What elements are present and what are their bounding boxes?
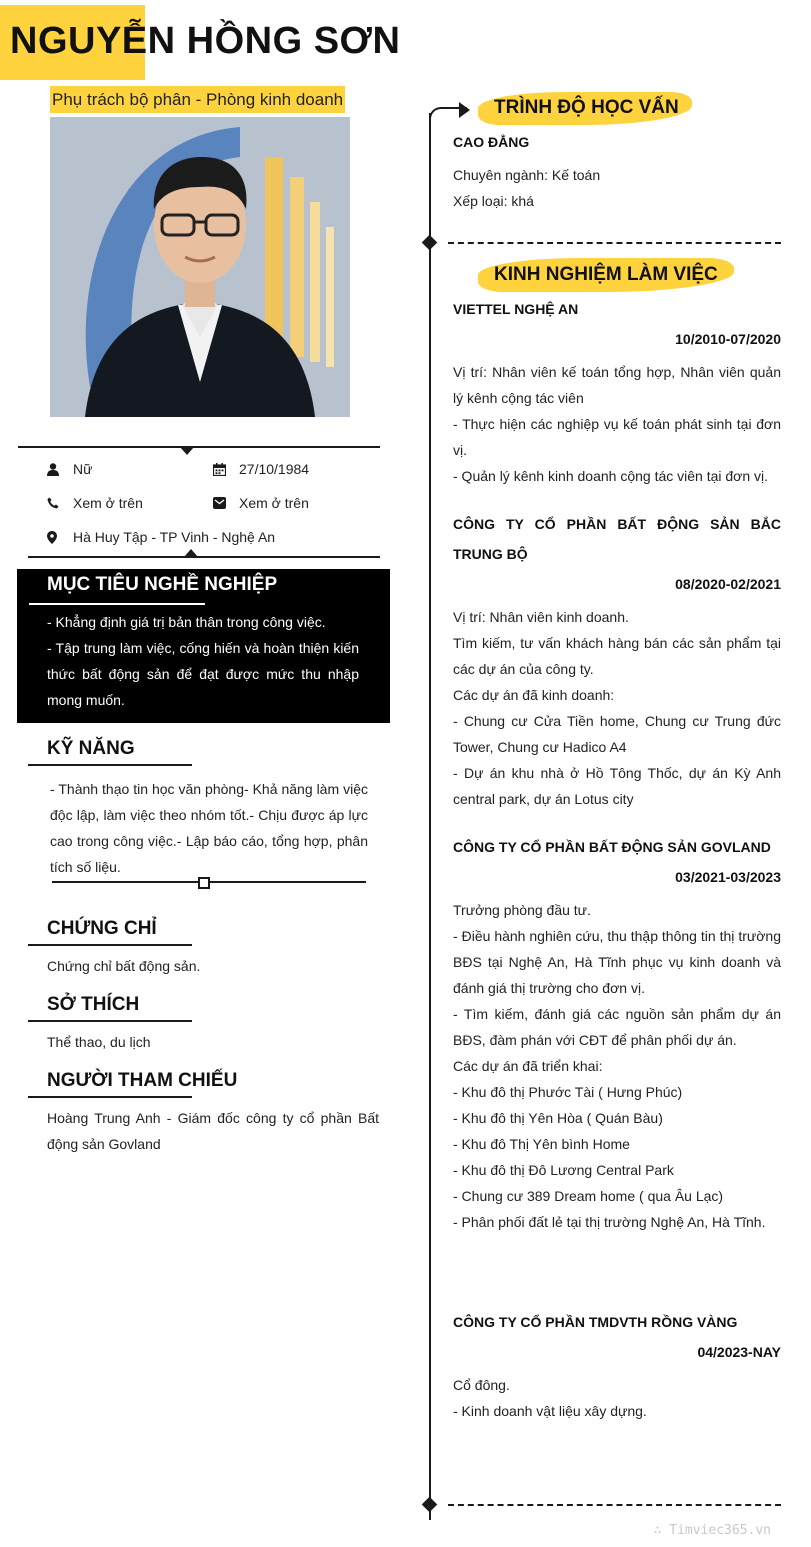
profile-photo — [50, 117, 350, 417]
phone-value: Xem ở trên — [73, 495, 143, 511]
objective-line: - Tập trung làm việc, cống hiến và hoàn thiện kiến thức bất động sản để đạt được mức thu nhập mong muốn. — [47, 640, 359, 708]
job-company: CÔNG TY CỔ PHẦN BẤT ĐỘNG SẢN BẮC TRUNG BỘ — [453, 516, 781, 562]
phone-icon — [47, 497, 73, 509]
job-line: Vị trí: Nhân viên kế toán tổng hợp, Nhân viên quản lý kênh cộng tác viên — [453, 364, 781, 406]
job-line: Trưởng phòng đầu tư. — [453, 902, 591, 918]
gender-value: Nữ — [73, 461, 93, 477]
job-line: Vị trí: Nhân viên kinh doanh. — [453, 609, 629, 625]
info-bottom-divider — [28, 556, 380, 558]
divider-arrow-down — [180, 447, 194, 455]
job-line: Tìm kiếm, tư vấn khách hàng bán các sản phẩm tại các dự án của công ty. — [453, 635, 781, 677]
education-school: CAO ĐẲNG — [453, 134, 530, 150]
job-line: Các dự án đã triển khai: — [453, 1058, 603, 1074]
education-title: TRÌNH ĐỘ HỌC VẤN — [494, 97, 679, 118]
skills-text: - Thành thạo tin học văn phòng- Khả năng làm việc độc lập, làm việc theo nhóm tốt.- Chịu được áp lực cao trong công việc.- Lập báo cáo, tổng hợp, phân tích số liệu. — [50, 781, 368, 875]
education-details — [453, 162, 781, 214]
info-top-divider — [18, 446, 380, 448]
job-line: - Chung cư 389 Dream home ( qua Âu Lạc) — [453, 1188, 724, 1204]
skills-title: KỸ NĂNG — [47, 738, 135, 759]
job-company: CÔNG TY CỔ PHẦN BẤT ĐỘNG SẢN GOVLAND — [453, 839, 771, 855]
portrait-illustration — [50, 117, 350, 417]
timeline-arrow-icon — [459, 102, 470, 118]
address-value: Hà Huy Tập - TP Vinh - Nghệ An — [73, 529, 276, 545]
job-period: 03/2021-03/2023 — [675, 869, 781, 885]
hobbies-text: Thể thao, du lịch — [47, 1034, 151, 1050]
job-line: - Quản lý kênh kinh doanh cộng tác viên tại đơn vị. — [453, 468, 769, 484]
skills-underline — [28, 764, 192, 766]
job-line: - Điều hành nghiên cứu, thu thập thông tin thị trường BĐS tại Nghệ An, Hà Tĩnh phục vụ kinh doanh và đánh giá thị trường cho đơn vị. — [453, 928, 781, 996]
birthday-value: 27/10/1984 — [239, 461, 310, 477]
objective-section — [17, 569, 390, 723]
job-title: Phụ trách bộ phân - Phòng kinh doanh — [50, 86, 345, 113]
job-description — [453, 604, 781, 812]
objective-text — [47, 609, 359, 713]
job-company: VIETTEL NGHỆ AN — [453, 301, 579, 317]
job-description — [453, 897, 781, 1235]
timeline-dashed-divider — [448, 1504, 781, 1506]
certificates-title: CHỨNG CHỈ — [47, 918, 157, 939]
education-grade: Xếp loại: khá — [453, 193, 534, 209]
job-description — [453, 1372, 781, 1424]
timeline-diamond — [422, 235, 438, 251]
references-text: Hoàng Trung Anh - Giám đốc công ty cổ phần Bất động sản Govland — [47, 1110, 379, 1152]
hobbies-underline — [28, 1020, 192, 1022]
objective-underline — [29, 603, 205, 605]
watermark: ∴ Timviec365.vn — [653, 1523, 771, 1538]
job-company: CÔNG TY CỔ PHẦN TMDVTH RỒNG VÀNG — [453, 1314, 738, 1330]
info-address — [47, 529, 275, 545]
job-line: - Chung cư Cửa Tiền home, Chung cư Trung đức Tower, Chung cư Hadico A4 — [453, 713, 781, 755]
job-line: - Thực hiện các nghiệp vụ kế toán phát sinh tại đơn vị. — [453, 416, 781, 458]
calendar-icon — [213, 463, 239, 476]
map-marker-icon — [47, 531, 73, 544]
job-period: 10/2010-07/2020 — [675, 331, 781, 347]
email-value: Xem ở trên — [239, 495, 309, 511]
info-gender — [47, 461, 92, 477]
references-underline — [28, 1096, 192, 1098]
envelope-icon — [213, 497, 239, 509]
education-major: Chuyên ngành: Kế toán — [453, 167, 601, 183]
job-line: - Tìm kiếm, đánh giá các nguồn sản phẩm dự án BĐS, đàm phán với CĐT để phân phối dự án. — [453, 1006, 781, 1048]
hobbies-title: SỞ THÍCH — [47, 994, 140, 1015]
job-line: - Khu đô thị Yên Hòa ( Quán Bàu) — [453, 1110, 663, 1126]
objective-line: - Khẳng định giá trị bản thân trong công việc. — [47, 614, 326, 630]
experience-title: KINH NGHIỆM LÀM VIỆC — [494, 264, 718, 285]
job-line: - Kinh doanh vật liệu xây dựng. — [453, 1403, 647, 1419]
skills-rating-handle — [198, 877, 210, 889]
job-period: 04/2023-NAY — [697, 1344, 781, 1360]
timeline-diamond — [422, 1497, 438, 1513]
job-period: 08/2020-02/2021 — [675, 576, 781, 592]
info-birthday — [213, 461, 309, 477]
job-line: - Dự án khu nhà ở Hồ Tông Thốc, dự án Kỳ Anh central park, dự án Lotus city — [453, 765, 781, 807]
certificates-text: Chứng chỉ bất động sản. — [47, 958, 201, 974]
job-line: Cổ đông. — [453, 1377, 510, 1393]
job-line: - Khu đô thị Phước Tài ( Hưng Phúc) — [453, 1084, 683, 1100]
certificates-underline — [28, 944, 192, 946]
candidate-name: NGUYỄN HỒNG SƠN — [10, 20, 401, 62]
info-email — [213, 495, 309, 511]
info-phone — [47, 495, 143, 511]
objective-title: MỤC TIÊU NGHỀ NGHIỆP — [47, 574, 278, 595]
references-title: NGƯỜI THAM CHIẾU — [47, 1070, 238, 1091]
job-description — [453, 359, 781, 489]
job-line: - Khu đô Thị Yên bình Home — [453, 1136, 630, 1152]
user-icon — [47, 463, 73, 476]
timeline-line — [429, 113, 431, 1520]
job-line: - Khu đô thị Đô Lương Central Park — [453, 1162, 674, 1178]
timeline-dashed-divider — [448, 242, 781, 244]
job-line: - Phân phối đất lẻ tại thị trường Nghệ An, Hà Tĩnh. — [453, 1214, 766, 1230]
job-line: Các dự án đã kinh doanh: — [453, 687, 615, 703]
